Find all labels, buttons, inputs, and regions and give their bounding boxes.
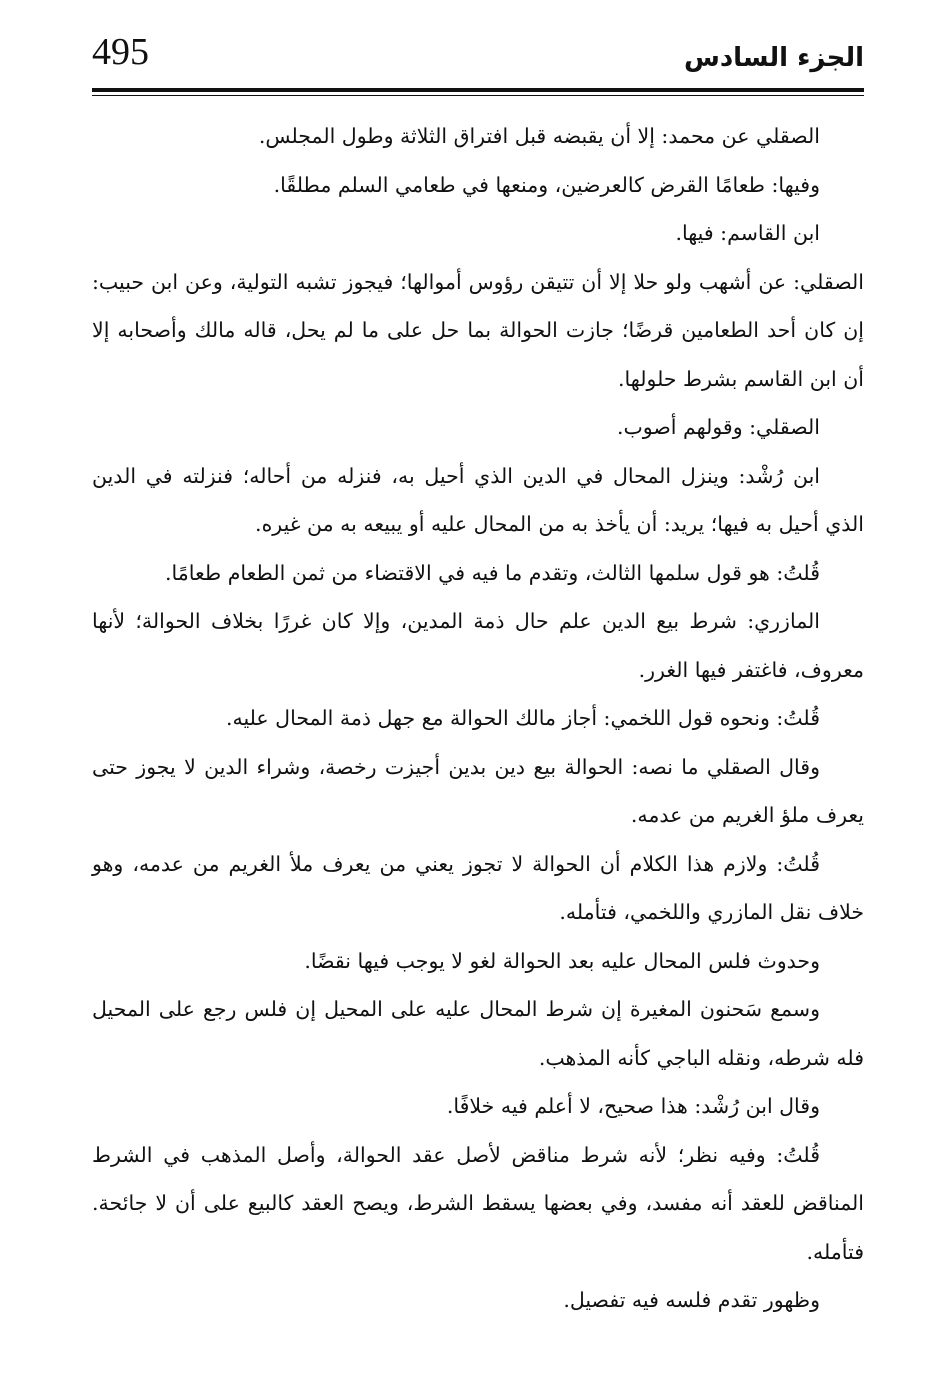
- paragraph: قُلتُ: ولازم هذا الكلام أن الحوالة لا تجوز يعني من يعرف ملأ الغريم من عدمه، وهو خلاف نقل المازري واللخمي، فتأمله.: [92, 851, 864, 924]
- paragraph: وقال ابن رُشْد: هذا صحيح، لا أعلم فيه خلافًا.: [446, 1094, 820, 1118]
- paragraph: وسمع سَحنون المغيرة إن شرط المحال عليه على المحيل إن فلس رجع على المحيل فله شرطه، ونقله الباجي كأنه المذهب.: [92, 997, 864, 1070]
- body-text: [92, 112, 864, 1325]
- paragraph: قُلتُ: ونحوه قول اللخمي: أجاز مالك الحوالة مع جهل ذمة المحال عليه.: [225, 706, 820, 730]
- paragraph: ابن رُشْد: وينزل المحال في الدين الذي أحيل به، فنزله من أحاله؛ فنزلته في الدين الذي أحيل به فيها؛ يريد: أن يأخذ به من المحال عليه أو يبيعه به من غيره.: [92, 463, 864, 536]
- paragraph: ابن القاسم: فيها.: [675, 221, 820, 245]
- running-title: الجزء السادس: [683, 43, 864, 73]
- paragraph: الصقلي: عن أشهب ولو حلا إلا أن تتيقن رؤوس أموالها؛ فيجوز تشبه التولية، وعن ابن حبيب: إن كان أحد الطعامين قرضًا؛ جازت الحوالة بما حل على ما لم يحل، قاله مالك وأصحابه إلا أن ابن القاسم بشرط حلولها.: [92, 269, 864, 391]
- header-rule-thin: [92, 95, 864, 96]
- paragraph: وقال الصقلي ما نصه: الحوالة بيع دين بدين أجيزت رخصة، وشراء الدين لا يجوز حتى يعرف ملؤ الغريم من عدمه.: [92, 754, 864, 827]
- paragraph: وظهور تقدم فلسه فيه تفصيل.: [563, 1288, 820, 1312]
- header-rule-thick: [92, 88, 864, 92]
- paragraph: وحدوث فلس المحال عليه بعد الحوالة لغو لا يوجب فيها نقضًا.: [304, 948, 820, 973]
- page-number: 495: [92, 31, 149, 73]
- paragraph: الصقلي عن محمد: إلا أن يقبضه قبل افتراق الثلاثة وطول المجلس.: [258, 124, 820, 148]
- paragraph: وفيها: طعامًا القرض كالعرضين، ومنعها في طعامي السلم مطلقًا.: [273, 172, 820, 197]
- paragraph: الصقلي: وقولهم أصوب.: [616, 415, 820, 439]
- paragraph: المازري: شرط بيع الدين علم حال ذمة المدين، وإلا كان غررًا بخلاف الحوالة؛ لأنها معروف، فاغتفر فيها الغرر.: [92, 609, 864, 682]
- paragraph: قُلتُ: هو قول سلمها الثالث، وتقدم ما فيه في الاقتضاء من ثمن الطعام طعامًا.: [165, 560, 820, 585]
- paragraph: قُلتُ: وفيه نظر؛ لأنه شرط مناقض لأصل عقد الحوالة، وأصل المذهب في الشرط المناقض للعقد أنه مفسد، وفي بعضها يسقط الشرط، ويصح العقد كالبيع على أن لا جائحة. فتأمله.: [92, 1142, 864, 1264]
- page-header: [92, 26, 864, 90]
